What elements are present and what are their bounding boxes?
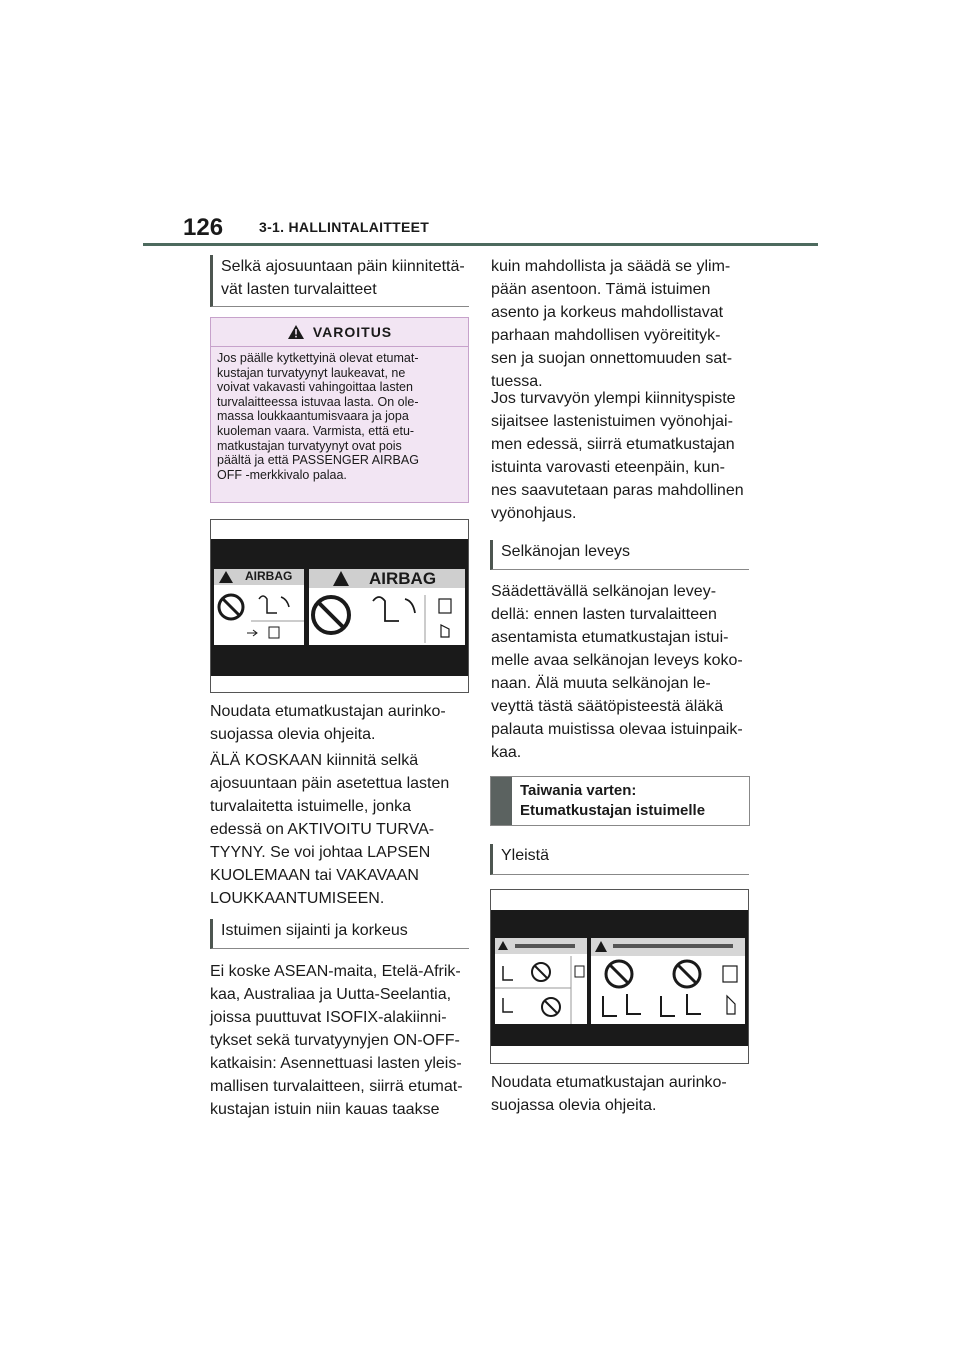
section-title: 3-1. HALLINTALAITTEET — [259, 219, 430, 235]
airbag-large-word: AIRBAG — [369, 569, 437, 588]
paragraph-backrest-width: Säädettävällä selkänojan levey- dellä: ennen lasten turvalaitteen asentamista etumatkustajan istui- melle avaa selkänojan leveys koko- naan. Älä muuta selkänojan le- veyttä tästä säätöpisteestä äläkä palauta muistissa olevaa istuinpaik- kaa. — [491, 583, 743, 761]
warning-header — [211, 318, 468, 347]
taiwan-warning-label — [491, 936, 748, 1026]
taiwan-section-title: Taiwania varten: Etumatkustajan istuimelle — [520, 782, 706, 819]
label-top-band — [211, 539, 468, 567]
subhead-seat-position: Istuimen sijainti ja korkeus — [210, 919, 469, 949]
paragraph-follow-instructions-2: Noudata etumatkustajan aurinko- suojassa olevia ohjeita. — [491, 1074, 727, 1114]
airbag-label-figure — [210, 519, 469, 693]
paragraph-asean: Ei koske ASEAN-maita, Etelä-Afrik- kaa, Australiaa ja Uutta-Seelantia, joissa puuttuvat ISOFIX-alakiinni- tykset sekä turvatyynyjen ON-OFF- katkaisin: Asennettuasi lasten yleis- mallisen turvalaitteen, siirrä etumat- kustajan istuin niin kauas taakse — [210, 963, 463, 1118]
warning-title: VAROITUS — [312, 324, 393, 340]
warning-triangle-icon — [287, 324, 305, 340]
taiwan-section-box — [490, 776, 750, 826]
airbag-small-word: AIRBAG — [245, 569, 293, 583]
taiwan-label-figure — [490, 889, 749, 1064]
label-bottom-band — [211, 648, 468, 676]
header-divider — [143, 243, 818, 246]
tw-label-bottom-band — [491, 1026, 748, 1046]
subhead-rear-facing: Selkä ajosuuntaan päin kiinnitettä- vät lasten turvalaitteet — [210, 255, 469, 307]
page-number: 126 — [183, 214, 224, 241]
subhead-general: Yleistä — [490, 844, 749, 875]
paragraph-seat-height: kuin mahdollista ja säädä se ylim- pään asentoon. Tämä istuimen asento ja korkeus mahdollistavat parhaan mahdollisen vyöreitityk- sen ja suojan onnettomuuden sat- tuessa. — [491, 258, 733, 390]
paragraph-belt-anchor: Jos turvavyön ylempi kiinnityspiste sijaitsee lastenistuimen vyönohjai- men edessä, siirrä etumatkustajan istuinta varovasti eteenpäin, kun- nes saavutetaan paras mahdollinen vyönohjaus. — [491, 390, 744, 522]
subhead-backrest-width: Selkänojan leveys — [490, 540, 749, 570]
taiwan-section-bar — [491, 777, 512, 825]
warning-body: Jos päälle kytkettyinä olevat etumat- kustajan turvatyynyt laukeavat, ne voivat vakavasti vahingoittaa lasten turvalaitteessa istuvaa lasta. On ole- massa loukkaantumisvaara ja jopa kuoleman vaara. Varmista, että etu- matkustajan turvatyynyt ovat pois päältä ja että PASSENGER AIRBAG OFF -merkkivalo palaa. — [217, 351, 419, 482]
tw-label-top-band — [491, 910, 748, 936]
warning-box — [210, 317, 469, 503]
paragraph-never-install: ÄLÄ KOSKAAN kiinnitä selkä ajosuuntaan päin asetettua lasten turvalaitetta istuimelle, jonka edessä on AKTIVOITU TURVA- TYYNY. Se voi johtaa LAPSEN KUOLEMAAN tai VAKAVAAN LOUKKAANTUMISEEN. — [210, 752, 450, 907]
paragraph-follow-instructions: Noudata etumatkustajan aurinko- suojassa olevia ohjeita. — [210, 703, 446, 743]
